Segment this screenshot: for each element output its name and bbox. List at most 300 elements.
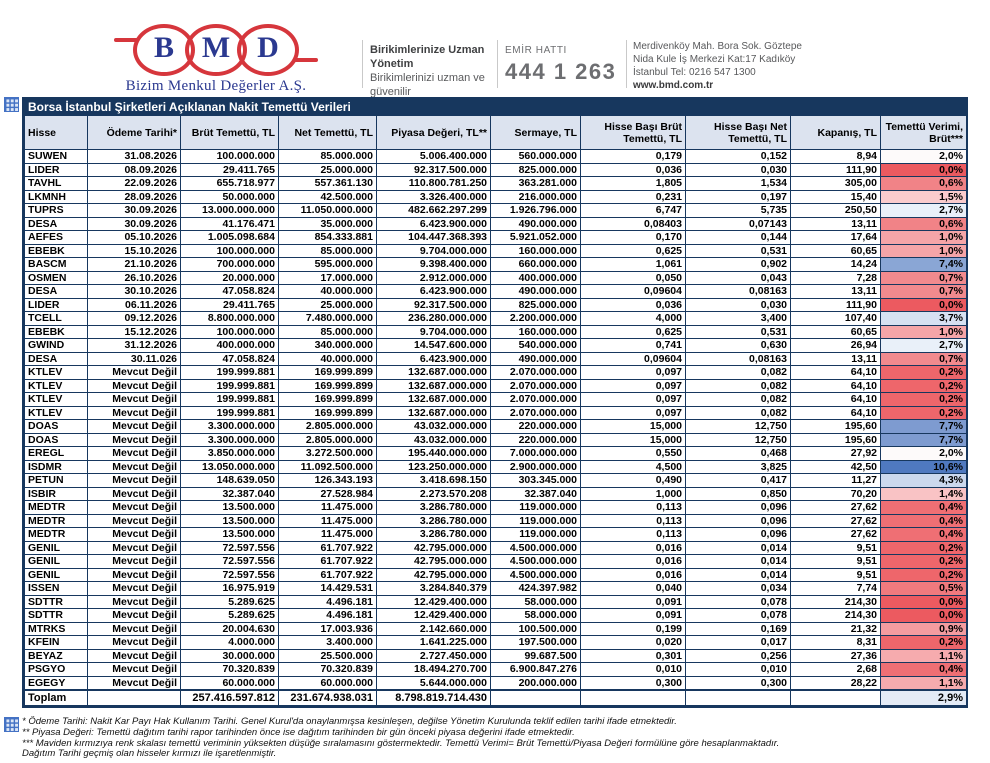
address-line3: İstanbul Tel: 0216 547 1300 [633,67,756,78]
cell-hisse-basi-net: 0,08163 [686,285,791,299]
total-brut-temettu: 257.416.597.812 [181,690,279,706]
cell-kapanis: 14,24 [791,258,881,272]
cell-temettu-verimi: 0,5% [881,582,967,596]
cell-piyasa-degeri: 3.326.400.000 [377,190,491,204]
cell-net-temettu: 17.003.936 [279,622,377,636]
cell-temettu-verimi: 7,7% [881,433,967,447]
cell-hisse-basi-net: 5,735 [686,204,791,218]
cell-hisse: MEDTR [25,514,88,528]
table-row [25,474,967,488]
table-row [25,285,967,299]
table-row [25,487,967,501]
cell-temettu-verimi: 3,7% [881,312,967,326]
cell-hisse: PSGYO [25,663,88,677]
cell-net-temettu: 11.475.000 [279,501,377,515]
cell-piyasa-degeri: 3.418.698.150 [377,474,491,488]
cell-temettu-verimi: 0,4% [881,514,967,528]
cell-hisse: LKMNH [25,190,88,204]
logo-letter-d: D [237,24,299,76]
table-row [25,393,967,407]
cell-net-temettu: 85.000.000 [279,150,377,164]
cell-hisse-basi-net: 12,750 [686,433,791,447]
cell-brut-temettu: 655.718.977 [181,177,279,191]
cell-sermaye: 216.000.000 [491,190,581,204]
cell-temettu-verimi: 0,7% [881,285,967,299]
cell-net-temettu: 2.805.000.000 [279,433,377,447]
cell-kapanis: 60,65 [791,325,881,339]
cell-hisse-basi-brut: 4,000 [581,312,686,326]
cell-hisse-basi-net: 3,400 [686,312,791,326]
cell-hisse: DESA [25,285,88,299]
footnote-renk-skalasi: *** Maviden kırmızıya renk skalası temettü veriminin yüksekten düşüğe sıralamasını göstermektedir. Temettü Verimi= Brüt Temettü/Piyasa Değeri formülüne göre hesaplanmaktadır. [22,737,780,749]
cell-brut-temettu: 100.000.000 [181,150,279,164]
cell-hisse-basi-brut: 6,747 [581,204,686,218]
cell-sermaye: 2.070.000.000 [491,379,581,393]
cell-hisse-basi-brut: 0,300 [581,676,686,690]
cell-brut-temettu: 13.000.000.000 [181,204,279,218]
cell-temettu-verimi: 7,7% [881,420,967,434]
cell-kapanis: 8,94 [791,150,881,164]
cell-kapanis: 17,64 [791,231,881,245]
cell-net-temettu: 61.707.922 [279,541,377,555]
table-row [25,379,967,393]
cell-net-temettu: 4.496.181 [279,609,377,623]
cell-hisse: MEDTR [25,528,88,542]
cell-piyasa-degeri: 3.286.780.000 [377,528,491,542]
cell-odeme-tarihi: Mevcut Değil [88,663,181,677]
table-row [25,582,967,596]
cell-sermaye: 560.000.000 [491,150,581,164]
cell-brut-temettu: 3.300.000.000 [181,433,279,447]
bmd-logo-icon [88,26,344,74]
cell-hisse: SDTTR [25,595,88,609]
cell-odeme-tarihi: Mevcut Değil [88,568,181,582]
cell-hisse-basi-net: 0,030 [686,163,791,177]
cell-hisse-basi-brut: 0,113 [581,528,686,542]
cell-hisse-basi-brut: 4,500 [581,460,686,474]
cell-brut-temettu: 8.800.000.000 [181,312,279,326]
cell-net-temettu: 169.999.899 [279,406,377,420]
cell-hisse: ISSEN [25,582,88,596]
cell-odeme-tarihi: Mevcut Değil [88,366,181,380]
cell-piyasa-degeri: 2.142.660.000 [377,622,491,636]
cell-sermaye: 490.000.000 [491,217,581,231]
cell-kapanis: 8,31 [791,636,881,650]
cell-kapanis: 15,40 [791,190,881,204]
cell-odeme-tarihi: Mevcut Değil [88,636,181,650]
cell-hisse: MTRKS [25,622,88,636]
cell-temettu-verimi: 2,0% [881,150,967,164]
cell-hisse-basi-net: 0,030 [686,298,791,312]
cell-hisse-basi-brut: 0,036 [581,298,686,312]
cell-odeme-tarihi: 22.09.2026 [88,177,181,191]
cell-piyasa-degeri: 132.687.000.000 [377,393,491,407]
cell-hisse: PETUN [25,474,88,488]
table-title: Borsa İstanbul Şirketleri Açıklanan Nakit Temettü Verileri [24,99,966,115]
cell-kapanis: 305,00 [791,177,881,191]
table-row [25,514,967,528]
cell-hisse-basi-net: 0,417 [686,474,791,488]
table-row [25,568,967,582]
cell-net-temettu: 169.999.899 [279,393,377,407]
table-row [25,244,967,258]
cell-odeme-tarihi: 31.12.2026 [88,339,181,353]
cell-sermaye: 303.345.000 [491,474,581,488]
cell-hisse-basi-brut: 0,179 [581,150,686,164]
cell-net-temettu: 3.272.500.000 [279,447,377,461]
cell-hisse: EBEBK [25,244,88,258]
cell-hisse: OSMEN [25,271,88,285]
cell-kapanis: 214,30 [791,595,881,609]
cell-hisse-basi-brut: 0,199 [581,622,686,636]
cell-temettu-verimi: 2,7% [881,339,967,353]
address-line2: Nida Kule İş Merkezi Kat:17 Kadıköy [633,54,796,65]
cell-piyasa-degeri: 2.912.000.000 [377,271,491,285]
cell-sermaye: 490.000.000 [491,285,581,299]
cell-sermaye: 220.000.000 [491,420,581,434]
cell-odeme-tarihi: 26.10.2026 [88,271,181,285]
cell-piyasa-degeri: 42.795.000.000 [377,541,491,555]
cell-hisse-basi-brut: 0,036 [581,163,686,177]
cell-piyasa-degeri: 6.423.900.000 [377,352,491,366]
cell-temettu-verimi: 0,0% [881,609,967,623]
cell-piyasa-degeri: 18.494.270.700 [377,663,491,677]
cell-hisse: KTLEV [25,406,88,420]
cell-brut-temettu: 3.300.000.000 [181,420,279,434]
cell-brut-temettu: 70.320.839 [181,663,279,677]
cell-temettu-verimi: 0,6% [881,217,967,231]
column-header-piyasa-degeri: Piyasa Değeri, TL** [377,116,491,150]
cell-hisse-basi-brut: 0,016 [581,568,686,582]
grid-anchor-icon [4,97,19,112]
cell-hisse-basi-brut: 0,040 [581,582,686,596]
table-row [25,150,967,164]
cell-brut-temettu: 13.500.000 [181,514,279,528]
cell-kapanis: 27,36 [791,649,881,663]
cell-odeme-tarihi: 30.11.026 [88,352,181,366]
cell-piyasa-degeri: 110.800.781.250 [377,177,491,191]
cell-hisse: DOAS [25,433,88,447]
table-row [25,298,967,312]
table-row [25,231,967,245]
cell-brut-temettu: 20.000.000 [181,271,279,285]
cell-sermaye: 2.070.000.000 [491,366,581,380]
cell-sermaye: 424.397.982 [491,582,581,596]
logo-letter-b: B [133,24,195,76]
cell-odeme-tarihi: 31.08.2026 [88,150,181,164]
cell-piyasa-degeri: 12.429.400.000 [377,595,491,609]
cell-kapanis: 64,10 [791,379,881,393]
total-label: Toplam [25,690,88,706]
cell-hisse: EREGL [25,447,88,461]
table-row [25,676,967,690]
cell-hisse-basi-brut: 0,231 [581,190,686,204]
cell-hisse: KTLEV [25,393,88,407]
cell-hisse-basi-net: 12,750 [686,420,791,434]
cell-hisse-basi-net: 0,034 [686,582,791,596]
cell-piyasa-degeri: 195.440.000.000 [377,447,491,461]
cell-sermaye: 660.000.000 [491,258,581,272]
cell-hisse-basi-net: 0,531 [686,244,791,258]
cell-hisse-basi-net: 0,096 [686,528,791,542]
cell-piyasa-degeri: 482.662.297.299 [377,204,491,218]
cell-odeme-tarihi: Mevcut Değil [88,595,181,609]
logo-swash-left-icon [114,38,138,42]
cell-hisse-basi-brut: 0,625 [581,325,686,339]
cell-odeme-tarihi: 30.10.2026 [88,285,181,299]
cell-hisse-basi-net: 0,08163 [686,352,791,366]
cell-hisse-basi-net: 0,043 [686,271,791,285]
cell-hisse: GENIL [25,568,88,582]
table-row [25,204,967,218]
cell-hisse: BASCM [25,258,88,272]
cell-hisse-basi-net: 0,902 [686,258,791,272]
cell-temettu-verimi: 10,6% [881,460,967,474]
cell-brut-temettu: 3.850.000.000 [181,447,279,461]
order-line [505,45,616,85]
cell-hisse-basi-net: 0,082 [686,379,791,393]
cell-hisse: GENIL [25,555,88,569]
cell-odeme-tarihi: 09.12.2026 [88,312,181,326]
cell-net-temettu: 25.500.000 [279,649,377,663]
cell-hisse-basi-net: 0,082 [686,393,791,407]
cell-kapanis: 195,60 [791,420,881,434]
cell-brut-temettu: 47.058.824 [181,352,279,366]
cell-odeme-tarihi: Mevcut Değil [88,514,181,528]
cell-odeme-tarihi: 05.10.2026 [88,231,181,245]
cell-piyasa-degeri: 3.286.780.000 [377,514,491,528]
cell-kapanis: 42,50 [791,460,881,474]
cell-piyasa-degeri: 92.317.500.000 [377,163,491,177]
cell-sermaye: 1.926.796.000 [491,204,581,218]
cell-hisse-basi-net: 0,07143 [686,217,791,231]
cell-odeme-tarihi: Mevcut Değil [88,460,181,474]
cell-hisse-basi-brut: 0,741 [581,339,686,353]
cell-sermaye: 400.000.000 [491,271,581,285]
cell-net-temettu: 4.496.181 [279,595,377,609]
cell-piyasa-degeri: 2.273.570.208 [377,487,491,501]
cell-net-temettu: 70.320.839 [279,663,377,677]
cell-piyasa-degeri: 5.006.400.000 [377,150,491,164]
cell-sermaye: 100.500.000 [491,622,581,636]
cell-temettu-verimi: 0,2% [881,555,967,569]
cell-sermaye: 2.900.000.000 [491,460,581,474]
cell-hisse-basi-net: 1,534 [686,177,791,191]
cell-odeme-tarihi: 30.09.2026 [88,217,181,231]
cell-net-temettu: 14.429.531 [279,582,377,596]
cell-hisse: GENIL [25,541,88,555]
cell-hisse: EGEGY [25,676,88,690]
table-row [25,555,967,569]
cell-kapanis: 13,11 [791,352,881,366]
cell-hisse-basi-brut: 0,050 [581,271,686,285]
cell-kapanis: 195,60 [791,433,881,447]
column-header-hisse-basi-net: Hisse Başı Net Temettü, TL [686,116,791,150]
address-line1: Merdivenköy Mah. Bora Sok. Göztepe [633,41,802,52]
cell-hisse-basi-net: 0,014 [686,555,791,569]
total-net-temettu: 231.674.938.031 [279,690,377,706]
cell-hisse: EBEBK [25,325,88,339]
cell-brut-temettu: 13.500.000 [181,501,279,515]
cell-hisse-basi-brut: 0,010 [581,663,686,677]
cell-brut-temettu: 199.999.881 [181,393,279,407]
cell-odeme-tarihi: 28.09.2026 [88,190,181,204]
cell-kapanis: 7,28 [791,271,881,285]
cell-hisse: GWIND [25,339,88,353]
cell-kapanis: 13,11 [791,285,881,299]
cell-brut-temettu: 4.000.000 [181,636,279,650]
cell-hisse-basi-brut: 1,000 [581,487,686,501]
cell-piyasa-degeri: 9.398.400.000 [377,258,491,272]
website-link[interactable]: www.bmd.com.tr [633,80,714,91]
cell-sermaye: 119.000.000 [491,514,581,528]
cell-hisse-basi-brut: 0,170 [581,231,686,245]
cell-hisse: ISBIR [25,487,88,501]
cell-odeme-tarihi: 06.11.2026 [88,298,181,312]
table-row [25,271,967,285]
cell-kapanis: 27,62 [791,514,881,528]
cell-piyasa-degeri: 236.280.000.000 [377,312,491,326]
cell-net-temettu: 11.050.000.000 [279,204,377,218]
cell-temettu-verimi: 1,1% [881,676,967,690]
cell-odeme-tarihi: 15.12.2026 [88,325,181,339]
cell-sermaye: 7.000.000.000 [491,447,581,461]
table-row [25,460,967,474]
cell-hisse-basi-brut: 0,09604 [581,352,686,366]
cell-net-temettu: 40.000.000 [279,285,377,299]
cell-brut-temettu: 13.500.000 [181,528,279,542]
cell-odeme-tarihi: Mevcut Değil [88,433,181,447]
cell-brut-temettu: 30.000.000 [181,649,279,663]
table-row [25,609,967,623]
cell-odeme-tarihi: Mevcut Değil [88,555,181,569]
cell-odeme-tarihi: Mevcut Değil [88,393,181,407]
company-name: Bizim Menkul Değerler A.Ş. [125,78,307,94]
cell-piyasa-degeri: 42.795.000.000 [377,555,491,569]
cell-odeme-tarihi: Mevcut Değil [88,528,181,542]
cell-net-temettu: 61.707.922 [279,568,377,582]
cell-brut-temettu: 41.176.471 [181,217,279,231]
cell-temettu-verimi: 1,5% [881,190,967,204]
cell-kapanis: 2,68 [791,663,881,677]
logo-letter-m: M [185,24,247,76]
cell-piyasa-degeri: 9.704.000.000 [377,325,491,339]
table-row [25,528,967,542]
cell-piyasa-degeri: 9.704.000.000 [377,244,491,258]
table-row [25,622,967,636]
cell-sermaye: 540.000.000 [491,339,581,353]
cell-temettu-verimi: 0,0% [881,595,967,609]
cell-hisse: DOAS [25,420,88,434]
cell-brut-temettu: 199.999.881 [181,366,279,380]
header-divider [626,40,627,88]
cell-hisse-basi-brut: 0,097 [581,366,686,380]
cell-brut-temettu: 20.004.630 [181,622,279,636]
cell-temettu-verimi: 0,7% [881,271,967,285]
cell-sermaye: 4.500.000.000 [491,555,581,569]
cell-hisse-basi-net: 0,468 [686,447,791,461]
table-row [25,447,967,461]
footnote-odeme-tarihi: * Ödeme Tarihi: Nakit Kar Payı Hak Kullanım Tarihi. Genel Kurul'da onaylanmışsa kesinleşen, değilse Yönetim Kurulunda teklif edilen tarihi ifade etmektedir. [22,716,677,727]
cell-piyasa-degeri: 43.032.000.000 [377,420,491,434]
tagline-title: Birikimlerinize Uzman Yönetim [370,44,485,70]
cell-hisse: TCELL [25,312,88,326]
table-header-row [25,116,967,150]
cell-kapanis: 64,10 [791,393,881,407]
cell-temettu-verimi: 0,4% [881,528,967,542]
cell-hisse-basi-brut: 0,09604 [581,285,686,299]
cell-brut-temettu: 199.999.881 [181,406,279,420]
cell-hisse-basi-brut: 0,097 [581,393,686,407]
cell-sermaye: 119.000.000 [491,528,581,542]
cell-sermaye: 99.687.500 [491,649,581,663]
cell-temettu-verimi: 0,2% [881,541,967,555]
cell-temettu-verimi: 1,4% [881,487,967,501]
cell-piyasa-degeri: 43.032.000.000 [377,433,491,447]
cell-sermaye: 220.000.000 [491,433,581,447]
cell-sermaye: 5.921.052.000 [491,231,581,245]
table-row [25,420,967,434]
total-piyasa-degeri: 8.798.819.714.430 [377,690,491,706]
cell-hisse: AEFES [25,231,88,245]
cell-net-temettu: 85.000.000 [279,244,377,258]
cell-hisse-basi-net: 0,531 [686,325,791,339]
cell-kapanis: 250,50 [791,204,881,218]
cell-net-temettu: 85.000.000 [279,325,377,339]
cell-piyasa-degeri: 1.641.225.000 [377,636,491,650]
cell-hisse-basi-brut: 0,113 [581,501,686,515]
cell-temettu-verimi: 1,0% [881,231,967,245]
cell-hisse-basi-net: 0,078 [686,609,791,623]
cell-net-temettu: 11.475.000 [279,528,377,542]
cell-sermaye: 6.900.847.276 [491,663,581,677]
cell-odeme-tarihi: 21.10.2026 [88,258,181,272]
table-row [25,352,967,366]
cell-sermaye: 4.500.000.000 [491,541,581,555]
column-header-odeme-tarihi: Ödeme Tarihi* [88,116,181,150]
cell-net-temettu: 595.000.000 [279,258,377,272]
column-header-brut-temettu: Brüt Temettü, TL [181,116,279,150]
cell-temettu-verimi: 0,4% [881,501,967,515]
cell-sermaye: 32.387.040 [491,487,581,501]
cell-kapanis: 70,20 [791,487,881,501]
cell-net-temettu: 25.000.000 [279,298,377,312]
brand-logo [88,26,344,95]
cell-hisse-basi-net: 0,014 [686,568,791,582]
cell-hisse-basi-net: 0,169 [686,622,791,636]
cell-hisse-basi-net: 0,850 [686,487,791,501]
cell-kapanis: 107,40 [791,312,881,326]
cell-net-temettu: 61.707.922 [279,555,377,569]
cell-brut-temettu: 148.639.050 [181,474,279,488]
cell-piyasa-degeri: 42.795.000.000 [377,568,491,582]
cell-temettu-verimi: 0,2% [881,406,967,420]
contact-block [633,40,802,92]
cell-hisse-basi-net: 0,096 [686,514,791,528]
dividend-table [22,97,968,708]
cell-hisse: SUWEN [25,150,88,164]
cell-odeme-tarihi: Mevcut Değil [88,649,181,663]
cell-hisse: LIDER [25,298,88,312]
cell-hisse-basi-net: 0,082 [686,366,791,380]
cell-sermaye: 160.000.000 [491,244,581,258]
cell-temettu-verimi: 0,2% [881,379,967,393]
cell-temettu-verimi: 1,1% [881,649,967,663]
table-row [25,325,967,339]
total-hisse-basi-brut [581,690,686,706]
column-header-net-temettu: Net Temettü, TL [279,116,377,150]
cell-piyasa-degeri: 92.317.500.000 [377,298,491,312]
